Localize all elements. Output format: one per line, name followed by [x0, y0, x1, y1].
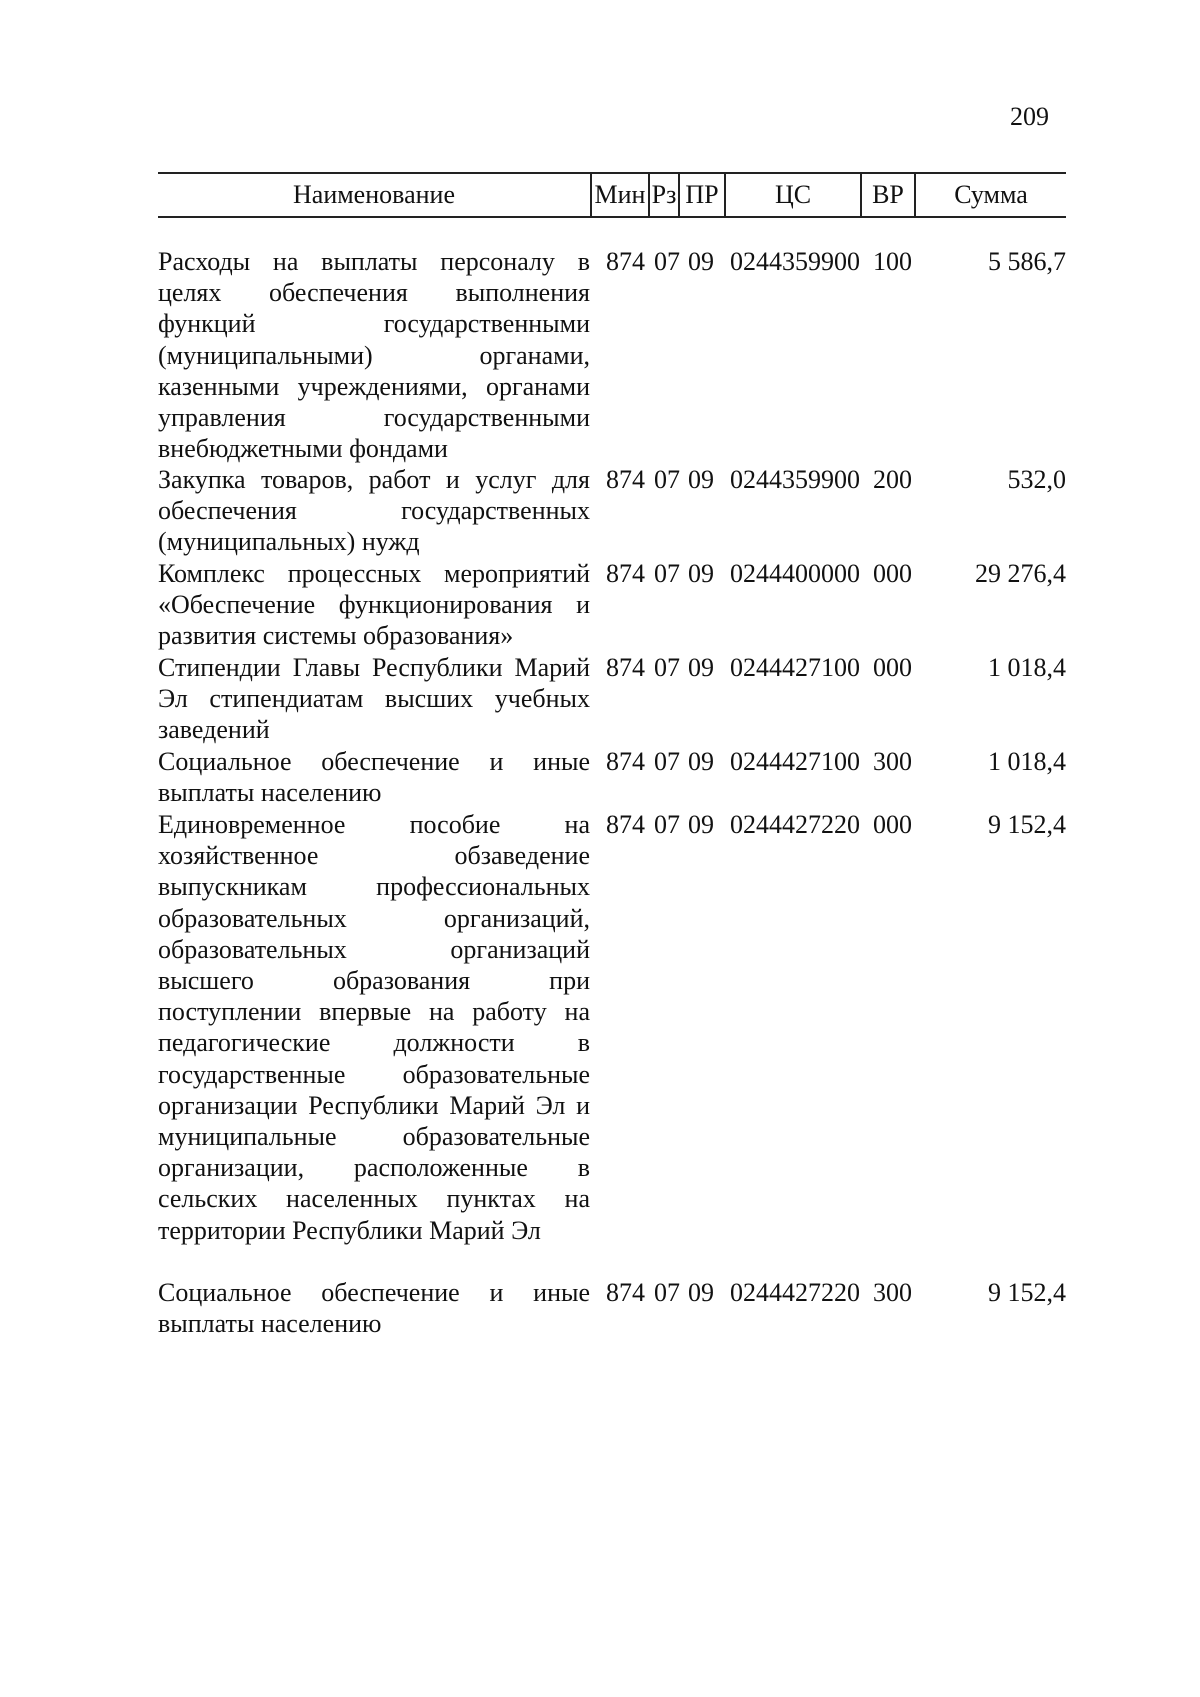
row-min: 874: [606, 747, 645, 776]
row-name: Стипендии Главы Республики Марий Эл стипендиатам высших учебных заведений: [158, 653, 590, 745]
row-name: Единовременное пособие на хозяйственное обзаведение выпускникам профессиональных образовательных организаций, образовательных организаций высшего образования при поступлении впервые на работу на педагогические должности в государственные образовательные организации Республики Марий Эл и муниципальные образовательные организации, расположенные в сельских населенных пунктах на территории Республики Марий Эл: [158, 810, 590, 1245]
row-vr: 200: [873, 465, 912, 494]
row-rz: 07: [654, 653, 680, 682]
row-vr: 300: [873, 1278, 912, 1307]
row-pr: 09: [688, 810, 714, 839]
header-pr: ПР: [685, 180, 719, 209]
row-cs: 0244427220: [730, 810, 860, 839]
table-row: [158, 246, 1066, 464]
table-row: [158, 464, 1066, 558]
row-name: Закупка товаров, работ и услуг для обеспечения государственных (муниципальных) нужд: [158, 465, 590, 557]
row-cs: 0244427220: [730, 1278, 860, 1307]
row-pr: 09: [688, 247, 714, 276]
table-row: [158, 746, 1066, 809]
row-pr: 09: [688, 465, 714, 494]
row-name: Комплекс процессных мероприятий «Обеспечение функционирования и развития системы образования»: [158, 559, 590, 651]
row-rz: 07: [654, 465, 680, 494]
row-cs: 0244359900: [730, 465, 860, 494]
row-cs: 0244427100: [730, 747, 860, 776]
row-pr: 09: [688, 1278, 714, 1307]
row-min: 874: [606, 465, 645, 494]
header-sum: Сумма: [954, 180, 1028, 209]
row-min: 874: [606, 1278, 645, 1307]
row-vr: 000: [873, 810, 912, 839]
row-vr: 000: [873, 559, 912, 588]
row-cs: 0244359900: [730, 247, 860, 276]
row-rz: 07: [654, 247, 680, 276]
row-vr: 000: [873, 653, 912, 682]
header-rz: Рз: [651, 180, 677, 209]
table-row: [158, 809, 1066, 1277]
table-header: [158, 172, 1066, 218]
row-min: 874: [606, 559, 645, 588]
header-name: Наименование: [293, 180, 455, 209]
row-vr: 100: [873, 247, 912, 276]
table-body: [158, 246, 1066, 1340]
table-row: [158, 558, 1066, 652]
header-min: Мин: [594, 180, 646, 209]
table-row: [158, 1277, 1066, 1340]
row-name: Расходы на выплаты персоналу в целях обеспечения выполнения функций государственными (муниципальными) органами, казенными учреждениями, органами управления государственными внебюджетными фондами: [158, 247, 590, 464]
row-name: Социальное обеспечение и иные выплаты населению: [158, 747, 590, 808]
table-row: [158, 652, 1066, 746]
row-cs: 0244400000: [730, 559, 860, 588]
row-sum: 9 152,4: [988, 1278, 1066, 1307]
row-cs: 0244427100: [730, 653, 860, 682]
row-min: 874: [606, 247, 645, 276]
row-rz: 07: [654, 747, 680, 776]
row-rz: 07: [654, 1278, 680, 1307]
row-sum: 1 018,4: [988, 653, 1066, 682]
row-sum: 1 018,4: [988, 747, 1066, 776]
budget-table: [158, 172, 1066, 1339]
row-vr: 300: [873, 747, 912, 776]
row-pr: 09: [688, 559, 714, 588]
header-cs: ЦС: [774, 180, 812, 209]
page-number: 209: [1010, 102, 1049, 131]
row-sum: 9 152,4: [988, 810, 1066, 839]
row-sum: 29 276,4: [975, 559, 1066, 588]
row-pr: 09: [688, 653, 714, 682]
row-min: 874: [606, 653, 645, 682]
row-sum: 532,0: [1007, 465, 1066, 494]
row-min: 874: [606, 810, 645, 839]
row-rz: 07: [654, 810, 680, 839]
row-sum: 5 586,7: [988, 247, 1066, 276]
row-rz: 07: [654, 559, 680, 588]
header-vr: ВР: [872, 180, 904, 209]
row-name: Социальное обеспечение и иные выплаты населению: [158, 1278, 590, 1339]
row-pr: 09: [688, 747, 714, 776]
